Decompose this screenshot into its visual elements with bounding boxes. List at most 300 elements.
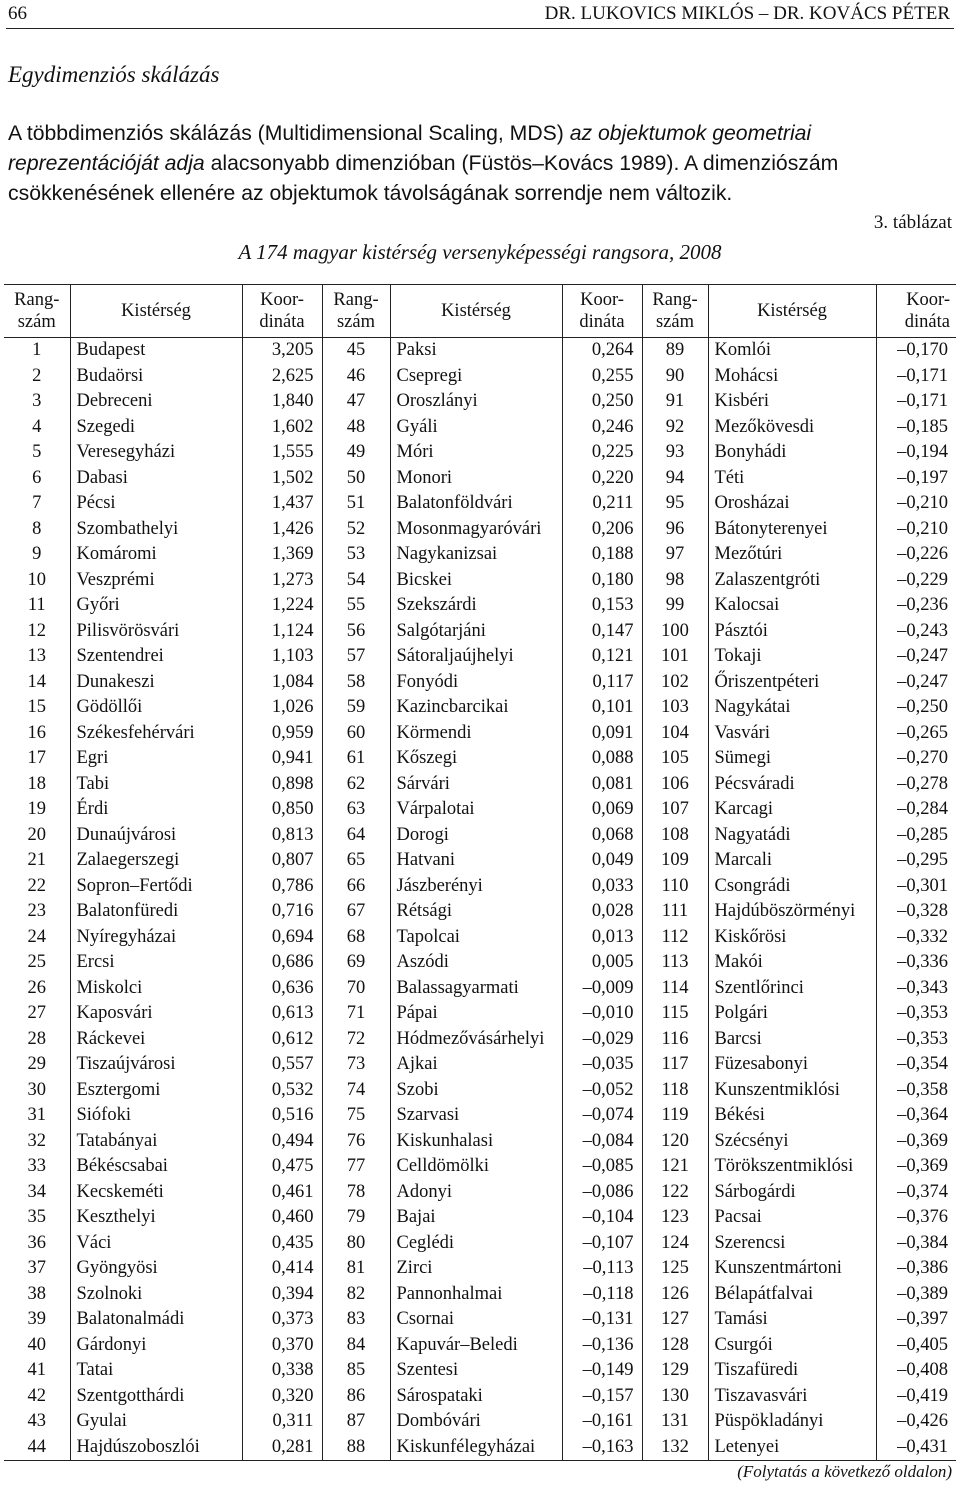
rank-cell: 132 xyxy=(642,1435,708,1461)
coordinate-cell: –0,374 xyxy=(876,1180,956,1206)
header-coordinate: Koor- dináta xyxy=(876,285,956,338)
coordinate-cell: –0,336 xyxy=(876,950,956,976)
rank-cell: 21 xyxy=(27,850,46,871)
rank-cell: 62 xyxy=(322,772,390,798)
table-row xyxy=(4,517,956,543)
rank-cell: 16 xyxy=(27,722,46,743)
region-cell: Bátonyterenyei xyxy=(708,517,876,543)
coordinate-cell: 0,311 xyxy=(242,1409,322,1435)
region-cell: Hajdúszoboszlói xyxy=(70,1435,242,1461)
region-cell: Szobi xyxy=(390,1078,562,1104)
region-cell: Pásztói xyxy=(708,619,876,645)
region-cell: Vasvári xyxy=(708,721,876,747)
region-cell: Érdi xyxy=(70,797,242,823)
region-cell: Bajai xyxy=(390,1205,562,1231)
table-row xyxy=(4,466,956,492)
header-region: Kistérség xyxy=(708,285,876,338)
header-region: Kistérség xyxy=(70,285,242,338)
region-cell: Székesfehérvári xyxy=(70,721,242,747)
coordinate-cell: 0,612 xyxy=(242,1027,322,1053)
rank-cell: 2 xyxy=(32,365,42,386)
rank-cell: 49 xyxy=(322,440,390,466)
ranking-table xyxy=(4,284,956,1461)
coordinate-cell: 0,516 xyxy=(242,1103,322,1129)
coordinate-cell: 1,273 xyxy=(242,568,322,594)
table-row xyxy=(4,1103,956,1129)
rank-cell: 39 xyxy=(27,1309,46,1330)
coordinate-cell: –0,328 xyxy=(876,899,956,925)
header-rank: Rang- szám xyxy=(322,285,390,338)
rank-cell: 27 xyxy=(27,1003,46,1024)
coordinate-cell: 0,414 xyxy=(242,1256,322,1282)
coordinate-cell: –0,247 xyxy=(876,644,956,670)
rank-cell: 119 xyxy=(642,1103,708,1129)
table-row xyxy=(4,1231,956,1257)
rank-cell: 105 xyxy=(642,746,708,772)
region-cell: Váci xyxy=(70,1231,242,1257)
region-cell: Békési xyxy=(708,1103,876,1129)
rank-cell: 97 xyxy=(642,542,708,568)
table-row xyxy=(4,619,956,645)
coordinate-cell: –0,243 xyxy=(876,619,956,645)
region-cell: Téti xyxy=(708,466,876,492)
rank-cell: 107 xyxy=(642,797,708,823)
rank-cell: 65 xyxy=(322,848,390,874)
region-cell: Salgótarjáni xyxy=(390,619,562,645)
table-row xyxy=(4,440,956,466)
rank-cell: 10 xyxy=(27,569,46,590)
region-cell: Balatonfüredi xyxy=(70,899,242,925)
region-cell: Ercsi xyxy=(70,950,242,976)
region-cell: Ajkai xyxy=(390,1052,562,1078)
rank-cell: 95 xyxy=(642,491,708,517)
coordinate-cell: 0,394 xyxy=(242,1282,322,1308)
rank-cell: 124 xyxy=(642,1231,708,1257)
table-label: 3. táblázat xyxy=(873,212,952,233)
rank-cell: 40 xyxy=(27,1334,46,1355)
rank-cell: 102 xyxy=(642,670,708,696)
coordinate-cell: 0,435 xyxy=(242,1231,322,1257)
coordinate-cell: 0,121 xyxy=(562,644,642,670)
coordinate-cell: –0,210 xyxy=(876,517,956,543)
coordinate-cell: –0,197 xyxy=(876,466,956,492)
rank-cell: 101 xyxy=(642,644,708,670)
coordinate-cell: 1,840 xyxy=(242,389,322,415)
table-row xyxy=(4,644,956,670)
running-head xyxy=(6,2,954,29)
rank-cell: 79 xyxy=(322,1205,390,1231)
rank-cell: 11 xyxy=(27,595,46,616)
coordinate-cell: –0,149 xyxy=(562,1358,642,1384)
rank-cell: 9 xyxy=(32,544,42,565)
table-row xyxy=(4,1205,956,1231)
coordinate-cell: –0,085 xyxy=(562,1154,642,1180)
region-cell: Kiskunhalasi xyxy=(390,1129,562,1155)
coordinate-cell: 2,625 xyxy=(242,364,322,390)
table-row xyxy=(4,874,956,900)
rank-cell: 6 xyxy=(32,467,42,488)
region-cell: Körmendi xyxy=(390,721,562,747)
region-cell: Szarvasi xyxy=(390,1103,562,1129)
region-cell: Tiszaújvárosi xyxy=(70,1052,242,1078)
region-cell: Komáromi xyxy=(70,542,242,568)
coordinate-cell: 0,255 xyxy=(562,364,642,390)
coordinate-cell: 0,320 xyxy=(242,1384,322,1410)
rank-cell: 18 xyxy=(27,773,46,794)
coordinate-cell: –0,107 xyxy=(562,1231,642,1257)
region-cell: Kalocsai xyxy=(708,593,876,619)
coordinate-cell: –0,210 xyxy=(876,491,956,517)
region-cell: Szolnoki xyxy=(70,1282,242,1308)
rank-cell: 120 xyxy=(642,1129,708,1155)
body-paragraph xyxy=(8,119,954,209)
coordinate-cell: 0,807 xyxy=(242,848,322,874)
region-cell: Keszthelyi xyxy=(70,1205,242,1231)
region-cell: Szentendrei xyxy=(70,644,242,670)
rank-cell: 3 xyxy=(32,391,42,412)
table-row xyxy=(4,823,956,849)
rank-cell: 113 xyxy=(642,950,708,976)
region-cell: Hajdúböszörményi xyxy=(708,899,876,925)
rank-cell: 51 xyxy=(322,491,390,517)
coordinate-cell: 1,555 xyxy=(242,440,322,466)
region-cell: Hódmezővásárhelyi xyxy=(390,1027,562,1053)
rank-cell: 33 xyxy=(27,1156,46,1177)
region-cell: Egri xyxy=(70,746,242,772)
region-cell: Mohácsi xyxy=(708,364,876,390)
coordinate-cell: –0,384 xyxy=(876,1231,956,1257)
table-row xyxy=(4,568,956,594)
region-cell: Bicskei xyxy=(390,568,562,594)
coordinate-cell: –0,426 xyxy=(876,1409,956,1435)
region-cell: Tiszafüredi xyxy=(708,1358,876,1384)
region-cell: Balatonföldvári xyxy=(390,491,562,517)
coordinate-cell: 0,613 xyxy=(242,1001,322,1027)
rank-cell: 122 xyxy=(642,1180,708,1206)
region-cell: Orosházai xyxy=(708,491,876,517)
region-cell: Nagykátai xyxy=(708,695,876,721)
region-cell: Oroszlányi xyxy=(390,389,562,415)
rank-cell: 42 xyxy=(27,1385,46,1406)
region-cell: Gödöllői xyxy=(70,695,242,721)
rank-cell: 20 xyxy=(27,824,46,845)
rank-cell: 38 xyxy=(27,1283,46,1304)
rank-cell: 29 xyxy=(27,1054,46,1075)
table-row xyxy=(4,1307,956,1333)
coordinate-cell: –0,386 xyxy=(876,1256,956,1282)
region-cell: Polgári xyxy=(708,1001,876,1027)
rank-cell: 114 xyxy=(642,976,708,1002)
coordinate-cell: 0,013 xyxy=(562,925,642,951)
header-coordinate: Koor- dináta xyxy=(562,285,642,338)
coordinate-cell: –0,343 xyxy=(876,976,956,1002)
coordinate-cell: –0,170 xyxy=(876,338,956,364)
table-row xyxy=(4,721,956,747)
coordinate-cell: 0,147 xyxy=(562,619,642,645)
rank-cell: 43 xyxy=(27,1411,46,1432)
table-header-row xyxy=(4,285,956,338)
region-cell: Miskolci xyxy=(70,976,242,1002)
table-row xyxy=(4,1154,956,1180)
coordinate-cell: 0,686 xyxy=(242,950,322,976)
table-row xyxy=(4,848,956,874)
coordinate-cell: –0,009 xyxy=(562,976,642,1002)
rank-cell: 88 xyxy=(322,1435,390,1461)
coordinate-cell: 0,694 xyxy=(242,925,322,951)
rank-cell: 94 xyxy=(642,466,708,492)
region-cell: Makói xyxy=(708,950,876,976)
rank-cell: 1 xyxy=(32,340,42,361)
table-row xyxy=(4,1409,956,1435)
rank-cell: 14 xyxy=(27,671,46,692)
region-cell: Őriszentpéteri xyxy=(708,670,876,696)
coordinate-cell: 0,153 xyxy=(562,593,642,619)
coordinate-cell: –0,353 xyxy=(876,1001,956,1027)
region-cell: Tiszavasvári xyxy=(708,1384,876,1410)
coordinate-cell: 0,049 xyxy=(562,848,642,874)
region-cell: Pilisvörösvári xyxy=(70,619,242,645)
coordinate-cell: –0,301 xyxy=(876,874,956,900)
section-title: Egydimenziós skálázás xyxy=(8,62,220,87)
region-cell: Mezőkövesdi xyxy=(708,415,876,441)
coordinate-cell: 0,373 xyxy=(242,1307,322,1333)
table-row xyxy=(4,1001,956,1027)
table-row xyxy=(4,950,956,976)
coordinate-cell: 0,033 xyxy=(562,874,642,900)
region-cell: Móri xyxy=(390,440,562,466)
rank-cell: 118 xyxy=(642,1078,708,1104)
region-cell: Karcagi xyxy=(708,797,876,823)
coordinate-cell: 0,786 xyxy=(242,874,322,900)
rank-cell: 36 xyxy=(27,1232,46,1253)
rank-cell: 111 xyxy=(642,899,708,925)
region-cell: Balatonalmádi xyxy=(70,1307,242,1333)
rank-cell: 91 xyxy=(642,389,708,415)
rank-cell: 32 xyxy=(27,1130,46,1151)
page-number: 66 xyxy=(8,3,27,24)
region-cell: Tatai xyxy=(70,1358,242,1384)
rank-cell: 89 xyxy=(642,338,708,364)
rank-cell: 110 xyxy=(642,874,708,900)
coordinate-cell: 0,180 xyxy=(562,568,642,594)
rank-cell: 93 xyxy=(642,440,708,466)
region-cell: Budaörsi xyxy=(70,364,242,390)
rank-cell: 8 xyxy=(32,518,42,539)
coordinate-cell: 0,494 xyxy=(242,1129,322,1155)
region-cell: Békéscsabai xyxy=(70,1154,242,1180)
header-coordinate: Koor- dináta xyxy=(242,285,322,338)
coordinate-cell: –0,405 xyxy=(876,1333,956,1359)
rank-cell: 13 xyxy=(27,646,46,667)
region-cell: Siófoki xyxy=(70,1103,242,1129)
region-cell: Szombathelyi xyxy=(70,517,242,543)
table-row xyxy=(4,542,956,568)
region-cell: Nyíregyházai xyxy=(70,925,242,951)
coordinate-cell: 0,117 xyxy=(562,670,642,696)
coordinate-cell: –0,431 xyxy=(876,1435,956,1461)
coordinate-cell: 0,081 xyxy=(562,772,642,798)
coordinate-cell: –0,284 xyxy=(876,797,956,823)
coordinate-cell: 0,370 xyxy=(242,1333,322,1359)
coordinate-cell: 1,124 xyxy=(242,619,322,645)
region-cell: Szécsényi xyxy=(708,1129,876,1155)
region-cell: Kapuvár–Beledi xyxy=(390,1333,562,1359)
rank-cell: 46 xyxy=(322,364,390,390)
region-cell: Szentlőrinci xyxy=(708,976,876,1002)
coordinate-cell: 3,205 xyxy=(242,338,322,364)
rank-cell: 55 xyxy=(322,593,390,619)
rank-cell: 60 xyxy=(322,721,390,747)
rank-cell: 73 xyxy=(322,1052,390,1078)
coordinate-cell: 1,026 xyxy=(242,695,322,721)
region-cell: Füzesabonyi xyxy=(708,1052,876,1078)
coordinate-cell: 0,898 xyxy=(242,772,322,798)
coordinate-cell: –0,285 xyxy=(876,823,956,849)
region-cell: Adonyi xyxy=(390,1180,562,1206)
rank-cell: 58 xyxy=(322,670,390,696)
rank-cell: 129 xyxy=(642,1358,708,1384)
rank-cell: 52 xyxy=(322,517,390,543)
paragraph-part-3: alacsonyabb dimenzióban (Füstös–Kovács 1989). A dimenziószám csökkenésének ellenére az objektumok távolságának sorrendje nem változik. xyxy=(8,152,839,205)
rank-cell: 67 xyxy=(322,899,390,925)
rank-cell: 82 xyxy=(322,1282,390,1308)
coordinate-cell: 0,959 xyxy=(242,721,322,747)
region-cell: Sárvári xyxy=(390,772,562,798)
region-cell: Bonyhádi xyxy=(708,440,876,466)
coordinate-cell: 0,005 xyxy=(562,950,642,976)
table-row xyxy=(4,1333,956,1359)
region-cell: Celldömölki xyxy=(390,1154,562,1180)
rank-cell: 63 xyxy=(322,797,390,823)
coordinate-cell: –0,419 xyxy=(876,1384,956,1410)
rank-cell: 15 xyxy=(27,697,46,718)
region-cell: Törökszentmiklósi xyxy=(708,1154,876,1180)
table-row xyxy=(4,1129,956,1155)
rank-cell: 50 xyxy=(322,466,390,492)
rank-cell: 90 xyxy=(642,364,708,390)
rank-cell: 25 xyxy=(27,952,46,973)
coordinate-cell: –0,194 xyxy=(876,440,956,466)
rank-cell: 19 xyxy=(27,799,46,820)
region-cell: Csornai xyxy=(390,1307,562,1333)
rank-cell: 24 xyxy=(27,926,46,947)
table-row xyxy=(4,695,956,721)
rank-cell: 85 xyxy=(322,1358,390,1384)
rank-cell: 81 xyxy=(322,1256,390,1282)
rank-cell: 7 xyxy=(32,493,42,514)
region-cell: Pécsváradi xyxy=(708,772,876,798)
rank-cell: 106 xyxy=(642,772,708,798)
region-cell: Dorogi xyxy=(390,823,562,849)
header-rank: Rang- szám xyxy=(4,285,70,338)
region-cell: Kecskeméti xyxy=(70,1180,242,1206)
coordinate-cell: –0,265 xyxy=(876,721,956,747)
region-cell: Sárbogárdi xyxy=(708,1180,876,1206)
coordinate-cell: –0,397 xyxy=(876,1307,956,1333)
table-row xyxy=(4,338,956,364)
region-cell: Nagyatádi xyxy=(708,823,876,849)
coordinate-cell: –0,113 xyxy=(562,1256,642,1282)
table-row xyxy=(4,1052,956,1078)
rank-cell: 48 xyxy=(322,415,390,441)
table-row xyxy=(4,670,956,696)
coordinate-cell: –0,226 xyxy=(876,542,956,568)
table-row xyxy=(4,1282,956,1308)
rank-cell: 47 xyxy=(322,389,390,415)
coordinate-cell: –0,278 xyxy=(876,772,956,798)
coordinate-cell: 0,220 xyxy=(562,466,642,492)
rank-cell: 44 xyxy=(4,1435,70,1461)
coordinate-cell: 0,557 xyxy=(242,1052,322,1078)
rank-cell: 72 xyxy=(322,1027,390,1053)
rank-cell: 54 xyxy=(322,568,390,594)
table-row xyxy=(4,899,956,925)
rank-cell: 109 xyxy=(642,848,708,874)
running-head-authors: DR. LUKOVICS MIKLÓS – DR. KOVÁCS PÉTER xyxy=(544,3,950,24)
region-cell: Csongrádi xyxy=(708,874,876,900)
rank-cell: 131 xyxy=(642,1409,708,1435)
region-cell: Várpalotai xyxy=(390,797,562,823)
rank-cell: 74 xyxy=(322,1078,390,1104)
region-cell: Dombóvári xyxy=(390,1409,562,1435)
coordinate-cell: –0,389 xyxy=(876,1282,956,1308)
table-row xyxy=(4,925,956,951)
rank-cell: 123 xyxy=(642,1205,708,1231)
region-cell: Fonyódi xyxy=(390,670,562,696)
table-row xyxy=(4,772,956,798)
rank-cell: 41 xyxy=(27,1360,46,1381)
coordinate-cell: –0,247 xyxy=(876,670,956,696)
region-cell: Kunszentmártoni xyxy=(708,1256,876,1282)
region-cell: Kaposvári xyxy=(70,1001,242,1027)
coordinate-cell: 0,088 xyxy=(562,746,642,772)
coordinate-cell: 1,369 xyxy=(242,542,322,568)
rank-cell: 80 xyxy=(322,1231,390,1257)
region-cell: Kazincbarcikai xyxy=(390,695,562,721)
region-cell: Pannonhalmai xyxy=(390,1282,562,1308)
region-cell: Kiskőrösi xyxy=(708,925,876,951)
region-cell: Mezőtúri xyxy=(708,542,876,568)
region-cell: Gárdonyi xyxy=(70,1333,242,1359)
region-cell: Sárospataki xyxy=(390,1384,562,1410)
region-cell: Tabi xyxy=(70,772,242,798)
region-cell: Zalaszentgróti xyxy=(708,568,876,594)
rank-cell: 112 xyxy=(642,925,708,951)
region-cell: Tokaji xyxy=(708,644,876,670)
coordinate-cell: –0,332 xyxy=(876,925,956,951)
rank-cell: 96 xyxy=(642,517,708,543)
coordinate-cell: 0,264 xyxy=(562,338,642,364)
coordinate-cell: 0,460 xyxy=(242,1205,322,1231)
rank-cell: 121 xyxy=(642,1154,708,1180)
table-row xyxy=(4,593,956,619)
coordinate-cell: 0,532 xyxy=(242,1078,322,1104)
coordinate-cell: 1,602 xyxy=(242,415,322,441)
rank-cell: 100 xyxy=(642,619,708,645)
coordinate-cell: –0,376 xyxy=(876,1205,956,1231)
rank-cell: 104 xyxy=(642,721,708,747)
region-cell: Tamási xyxy=(708,1307,876,1333)
region-cell: Tatabányai xyxy=(70,1129,242,1155)
region-cell: Zalaegerszegi xyxy=(70,848,242,874)
coordinate-cell: –0,171 xyxy=(876,364,956,390)
region-cell: Csurgói xyxy=(708,1333,876,1359)
coordinate-cell: –0,236 xyxy=(876,593,956,619)
coordinate-cell: 0,850 xyxy=(242,797,322,823)
coordinate-cell: –0,364 xyxy=(876,1103,956,1129)
coordinate-cell: 0,281 xyxy=(242,1435,322,1461)
coordinate-cell: –0,084 xyxy=(562,1129,642,1155)
